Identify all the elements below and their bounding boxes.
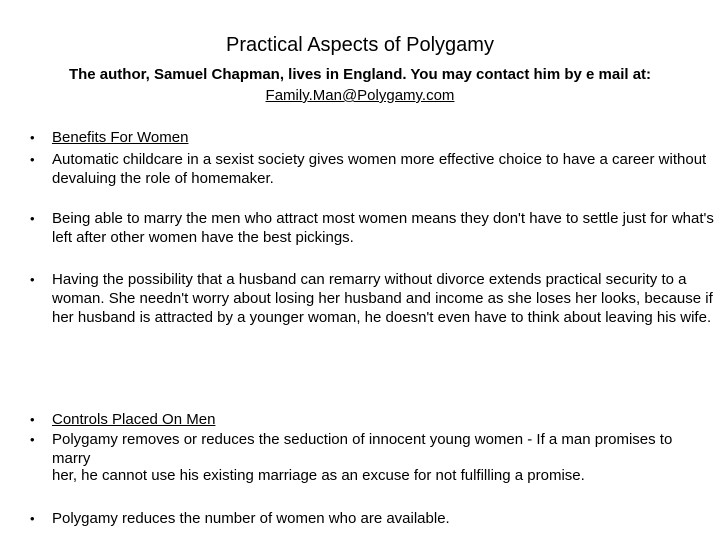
bullet-icon: • — [30, 511, 35, 526]
bullet-text: her, he cannot use his existing marriage as an excuse for not fulfilling a promise. — [52, 467, 585, 484]
byline-text: The author, Samuel Chapman, lives in England. You may contact him by e mail at: — [68, 66, 652, 83]
bullet-icon: • — [30, 412, 35, 427]
bullet-text: Having the possibility that a husband can remarry without divorce extends practical security to a woman. She needn't worry about losing her husband and income as she loses her looks, because if her husband is attracted by a younger woman, he doesn't even have to think about leaving his wife. — [52, 271, 713, 326]
email-link[interactable]: Family.Man@Polygamy.com — [265, 87, 455, 104]
bullet-text: Polygamy removes or reduces the seduction of innocent young women - If a man promises to marry — [52, 431, 673, 467]
section-heading-controls: Controls Placed On Men — [52, 411, 216, 428]
bullet-icon: • — [30, 272, 35, 287]
bullet-icon: • — [30, 152, 35, 167]
bullet-icon: • — [30, 432, 35, 447]
bullet-text: Automatic childcare in a sexist society gives women more effective choice to have a career without devaluing the role of homemaker. — [52, 151, 707, 187]
page-title: Practical Aspects of Polygamy — [226, 34, 494, 56]
bullet-icon: • — [30, 130, 35, 145]
bullet-text: Being able to marry the men who attract most women means they don't have to settle just for what's left after other women have the best pickings. — [52, 210, 714, 246]
bullet-icon: • — [30, 211, 35, 226]
bullet-text: Polygamy reduces the number of women who are available. — [52, 510, 450, 527]
section-heading-benefits: Benefits For Women — [52, 129, 189, 146]
